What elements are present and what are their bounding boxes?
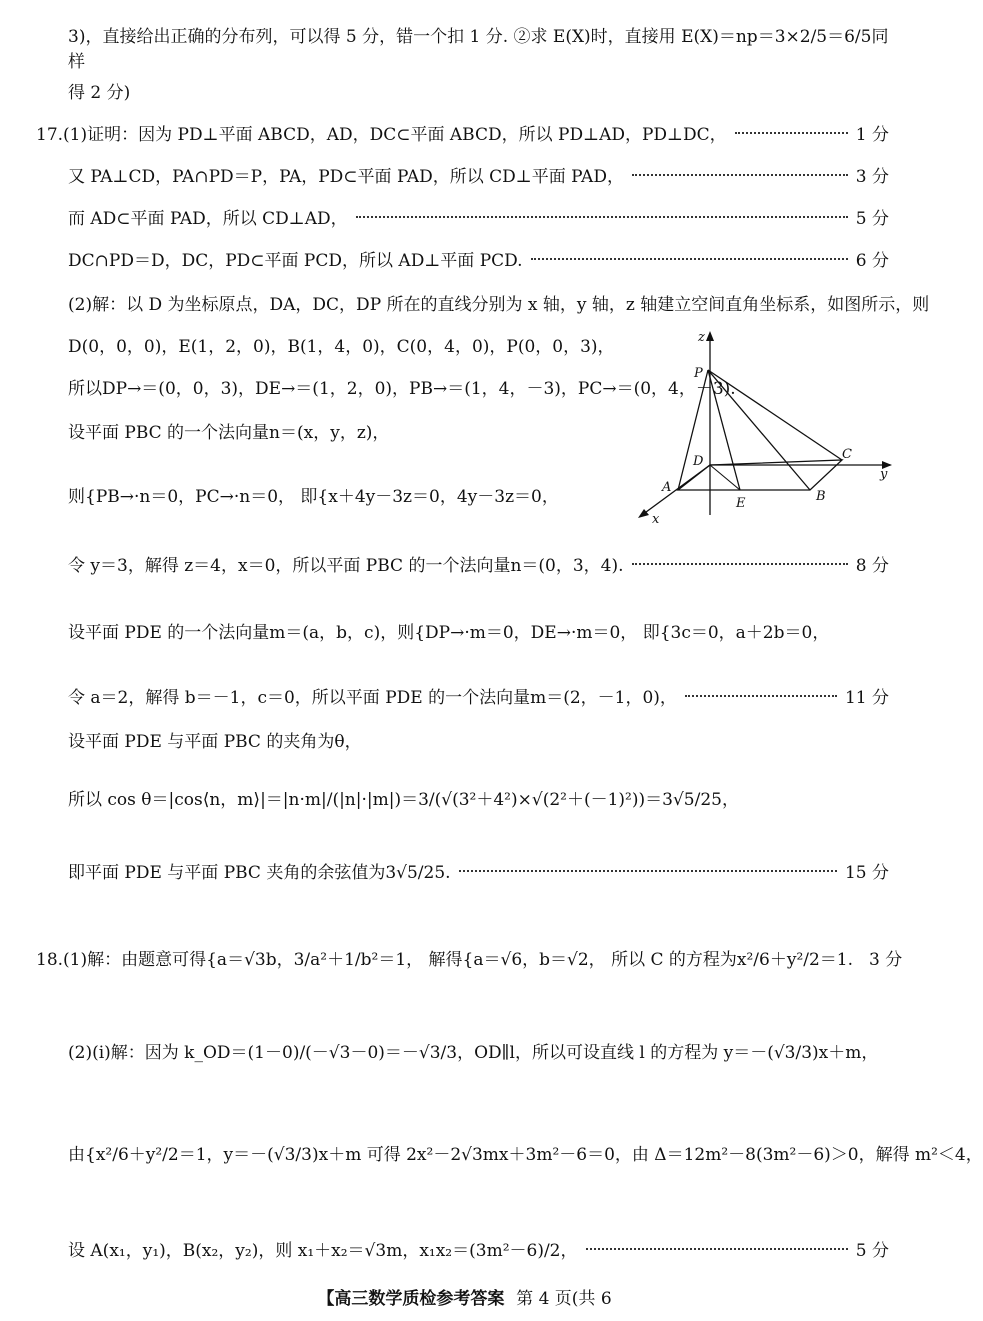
text-line: 设平面 PDE 与平面 PBC 的夹角为θ， <box>68 732 362 752</box>
scored-line: 令 y＝3，解得 z＝4，x＝0，所以平面 PBC 的一个法向量n＝(0，3，4). 8 分 <box>68 556 889 576</box>
label-p: P <box>694 366 703 381</box>
dot-leader <box>632 174 848 176</box>
dot-leader <box>685 695 837 697</box>
dot-leader <box>586 1248 848 1250</box>
dot-leader <box>735 132 848 134</box>
label-d: D <box>693 454 704 469</box>
text-line: 所以 cos θ＝|cos⟨n，m⟩|＝|n·m|/(|n|·|m|)＝3/(√(3²＋4²)×√(2²＋(－1)²))＝3√5/25， <box>68 790 739 810</box>
scored-line: 18.(1)解：由题意可得{a＝√3b，3/a²＋1/b²＝1， 解得{a＝√6，b＝√2， 所以 C 的方程为x²/6＋y²/2＝1. 3 分 <box>36 950 903 970</box>
text-line: 设平面 PBC 的一个法向量n＝(x，y，z)， <box>68 423 390 443</box>
text-line: (2)(ⅰ)解：因为 k_OD＝(1－0)/(－√3－0)＝－√3/3，OD∥l，所以可设直线 l 的方程为 y＝－(√3/3)x＋m， <box>68 1043 879 1063</box>
z-arrow <box>706 331 714 341</box>
label-b: B <box>816 489 826 504</box>
scored-line: 令 a＝2，解得 b＝－1，c＝0，所以平面 PDE 的一个法向量m＝(2，－1，0)， 11 分 <box>68 688 889 708</box>
text-line: 则{PB→·n＝0，PC→·n＝0， 即{x＋4y－3z＝0，4y－3z＝0， <box>68 487 559 507</box>
text-line: 3)，直接给出正确的分布列，可以得 5 分，错一个扣 1 分. ②求 E(X)时，直接用 E(X)＝np＝3×2/5＝6/5同样 <box>68 27 889 72</box>
edge-pa <box>678 370 708 490</box>
text-line: 得 2 分) <box>68 83 131 103</box>
text-line: 由{x²/6＋y²/2＝1，y＝－(√3/3)x＋m 可得 2x²－2√3mx＋3m²－6＝0，由 Δ＝12m²－8(3m²－6)＞0，解得 m²＜4， <box>68 1145 983 1165</box>
label-z: z <box>698 330 705 345</box>
label-c: C <box>842 447 852 462</box>
dot-leader <box>356 216 848 218</box>
scored-line: 而 AD⊂平面 PAD，所以 CD⊥AD， 5 分 <box>68 209 889 229</box>
edge-de <box>710 465 740 490</box>
dot-leader <box>531 258 848 260</box>
label-e: E <box>736 496 746 511</box>
edge-pb <box>708 370 810 490</box>
text-line: (2)解：以 D 为坐标原点，DA，DC，DP 所在的直线分别为 x 轴，y 轴，z 轴建立空间直角坐标系，如图所示，则 <box>68 295 930 315</box>
scored-line: DC∩PD＝D，DC，PD⊂平面 PCD，所以 AD⊥平面 PCD. 6 分 <box>68 251 889 271</box>
dot-leader <box>632 563 848 565</box>
text-line: D(0，0，0)，E(1，2，0)，B(1，4，0)，C(0，4，0)，P(0，0，3)， <box>68 337 615 357</box>
scored-line: 17.(1)证明：因为 PD⊥平面 ABCD，AD，DC⊂平面 ABCD，所以 PD⊥AD，PD⊥DC， 1 分 <box>36 125 889 145</box>
label-a: A <box>662 480 672 495</box>
text-line: 设平面 PDE 的一个法向量m＝(a，b，c)，则{DP→·m＝0，DE→·m＝0， 即{3c＝0，a＋2b＝0， <box>68 623 830 643</box>
label-y: y <box>880 467 888 482</box>
page-footer: 【高三数学质检参考答案 第 4 页(共 6 <box>317 1289 612 1309</box>
scored-line: 设 A(x₁，y₁)，B(x₂，y₂)，则 x₁＋x₂＝√3m，x₁x₂＝(3m²－6)/2， 5 分 <box>68 1241 889 1261</box>
dot-leader <box>459 870 837 872</box>
coordinate-figure <box>630 325 892 525</box>
text-line: 所以DP→＝(0，0，3)，DE→＝(1，2，0)，PB→＝(1，4，－3)，PC→＝(0，4，－3). <box>68 379 736 399</box>
scored-line: 即平面 PDE 与平面 PBC 夹角的余弦值为3√5/25. 15 分 <box>68 863 889 883</box>
label-x: x <box>652 512 660 527</box>
scored-line: 又 PA⊥CD，PA∩PD＝P，PA，PD⊂平面 PAD，所以 CD⊥平面 PAD， 3 分 <box>68 167 889 187</box>
